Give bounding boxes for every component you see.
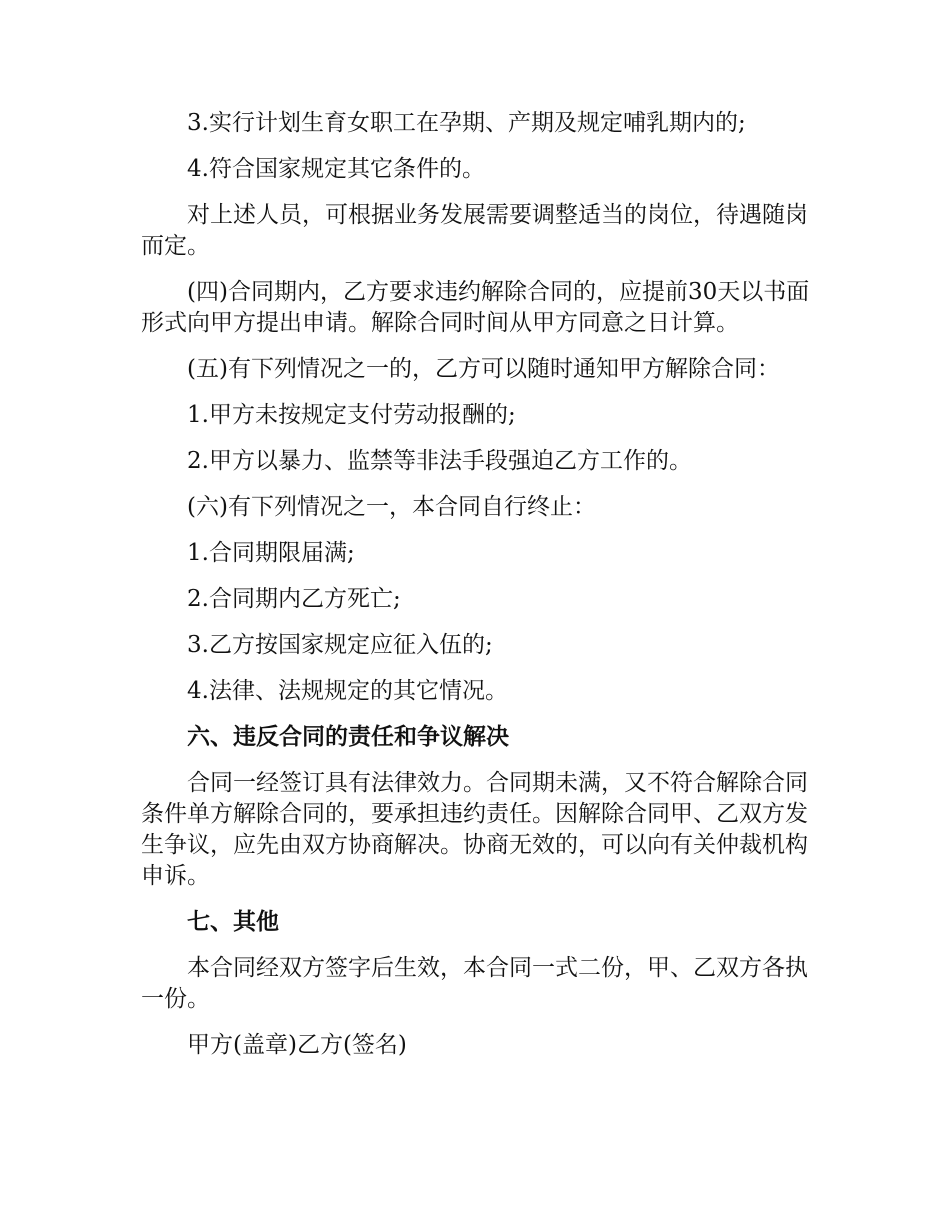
document-body xyxy=(141,108,821,1076)
clause-four-resignation-notice: (四)合同期内，乙方要求违约解除合同的，应提前30天以书面形式向甲方提出申请。解除合同时间从甲方同意之日计算。 xyxy=(141,279,810,336)
section-heading-other: 七、其他 xyxy=(187,909,279,935)
list-item-legal-circumstances: 4.法律、法规规定的其它情况。 xyxy=(187,678,508,704)
list-item-forced-labor: 2.甲方以暴力、监禁等非法手段强迫乙方工作的。 xyxy=(187,448,692,474)
clause-five-employee-termination: (五)有下列情况之一的，乙方可以随时通知甲方解除合同： xyxy=(187,356,780,382)
list-item-term-expired: 1.合同期限届满; xyxy=(187,540,355,566)
clause-six-automatic-termination: (六)有下列情况之一，本合同自行终止： xyxy=(187,494,596,520)
list-item-other-conditions: 4.符合国家规定其它条件的。 xyxy=(187,156,485,182)
list-item-unpaid-wages: 1.甲方未按规定支付劳动报酬的; xyxy=(187,402,516,428)
section-heading-breach-dispute: 六、违反合同的责任和争议解决 xyxy=(187,724,509,750)
list-item-pregnancy: 3.实行计划生育女职工在孕期、产期及规定哺乳期内的; xyxy=(187,110,746,136)
paragraph-effectiveness: 本合同经双方签字后生效，本合同一式二份，甲、乙双方各执一份。 xyxy=(141,955,808,1012)
list-item-military-service: 3.乙方按国家规定应征入伍的; xyxy=(187,632,493,658)
list-item-employee-death: 2.合同期内乙方死亡; xyxy=(187,586,401,612)
signature-line: 甲方(盖章)乙方(签名) xyxy=(187,1032,407,1058)
paragraph-breach-liability: 合同一经签订具有法律效力。合同期未满，又不符合解除合同条件单方解除合同的，要承担违约责任。因解除合同甲、乙双方发生争议，应先由双方协商解决。协商无效的，可以向有关仲裁机构申诉。 xyxy=(141,770,808,889)
paragraph-position-adjustment: 对上述人员，可根据业务发展需要调整适当的岗位，待遇随岗而定。 xyxy=(141,202,808,259)
